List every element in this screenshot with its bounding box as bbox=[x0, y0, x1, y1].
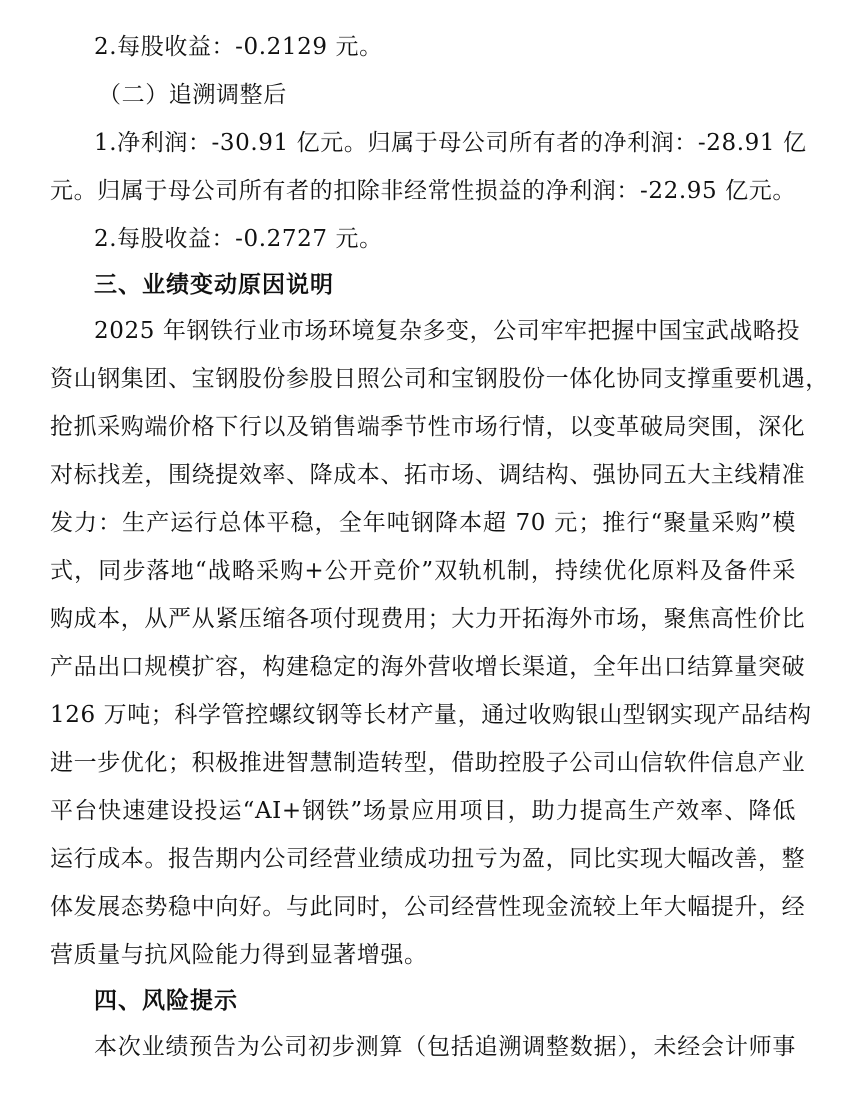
reason-paragraph-line-13: 体发展态势稳中向好。与此同时，公司经营性现金流较上年大幅提升，经 bbox=[50, 894, 806, 920]
eps-line: 2.每股收益：-0.2129 元。 bbox=[94, 34, 383, 60]
retro-eps-line: 2.每股收益：-0.2727 元。 bbox=[94, 226, 383, 252]
reason-paragraph-line-6: 式，同步落地“战略采购+公开竞价”双轨机制，持续优化原料及备件采 bbox=[50, 558, 796, 584]
risk-paragraph-line-1: 本次业绩预告为公司初步测算（包括追溯调整数据），未经会计师事 bbox=[94, 1034, 796, 1060]
reason-paragraph-line-5: 发力：生产运行总体平稳，全年吨钢降本超 70 元；推行“聚量采购”模 bbox=[50, 510, 796, 536]
reason-paragraph-line-8: 产品出口规模扩容，构建稳定的海外营收增长渠道，全年出口结算量突破 bbox=[50, 654, 806, 680]
subheading-retroactive-adjustment: （二）追溯调整后 bbox=[98, 82, 287, 108]
reason-paragraph-line-1: 2025 年钢铁行业市场环境复杂多变，公司牢牢把握中国宝武战略投 bbox=[94, 318, 801, 344]
retro-net-profit-line-2: 元。归属于母公司所有者的扣除非经常性损益的净利润：-22.95 亿元。 bbox=[50, 178, 796, 204]
retro-net-profit-line-1: 1.净利润：-30.91 亿元。归属于母公司所有者的净利润：-28.91 亿 bbox=[94, 130, 807, 156]
reason-paragraph-line-11: 平台快速建设投运“AI+钢铁”场景应用项目，助力提高生产效率、降低 bbox=[50, 798, 796, 824]
section-4-heading: 四、风险提示 bbox=[94, 988, 238, 1014]
reason-paragraph-line-2: 资山钢集团、宝钢股份参股日照公司和宝钢股份一体化协同支撑重要机遇， bbox=[50, 366, 829, 392]
section-3-heading: 三、业绩变动原因说明 bbox=[94, 272, 334, 298]
reason-paragraph-line-4: 对标找差，围绕提效率、降成本、拓市场、调结构、强协同五大主线精准 bbox=[50, 462, 806, 488]
reason-paragraph-line-7: 购成本，从严从紧压缩各项付现费用；大力开拓海外市场，聚焦高性价比 bbox=[50, 606, 806, 632]
reason-paragraph-line-12: 运行成本。报告期内公司经营业绩成功扭亏为盈，同比实现大幅改善，整 bbox=[50, 846, 806, 872]
reason-paragraph-line-9: 126 万吨；科学管控螺纹钢等长材产量，通过收购银山型钢实现产品结构 bbox=[50, 702, 812, 728]
reason-paragraph-line-14: 营质量与抗风险能力得到显著增强。 bbox=[50, 942, 428, 968]
reason-paragraph-line-10: 进一步优化；积极推进智慧制造转型，借助控股子公司山信软件信息产业 bbox=[50, 750, 806, 776]
reason-paragraph-line-3: 抢抓采购端价格下行以及销售端季节性市场行情，以变革破局突围，深化 bbox=[50, 414, 806, 440]
